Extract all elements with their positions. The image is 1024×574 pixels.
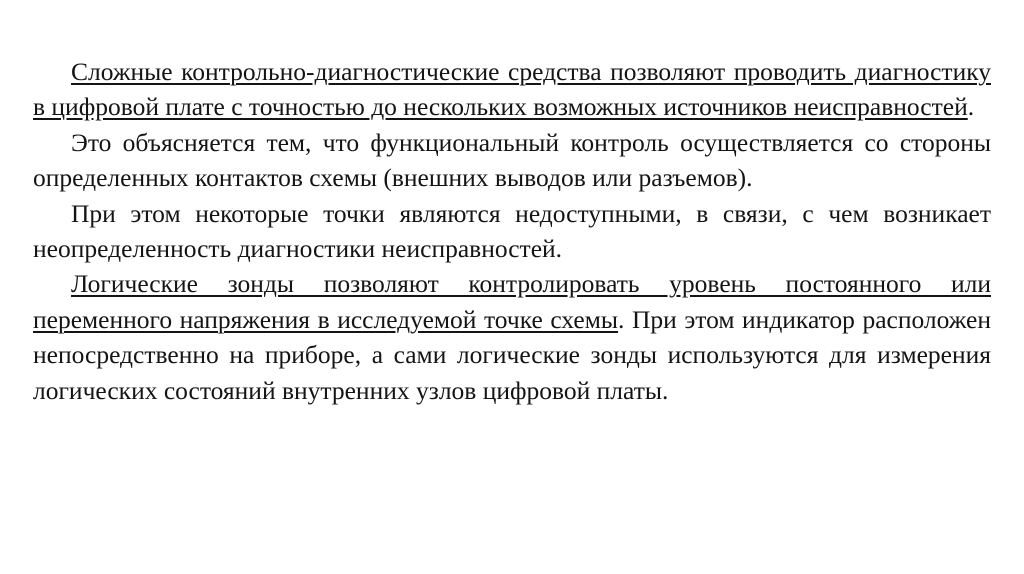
paragraph-3: [33, 196, 991, 267]
paragraph-1-rest: .: [967, 92, 975, 122]
paragraph-2: [33, 125, 991, 196]
text-block: [33, 54, 991, 408]
paragraph-4-underlined: Логические зонды позволяют контролировать уровень постоянного или переменного напряжения в исследуемой точке схемы: [33, 269, 991, 334]
paragraph-2-text: Это объясняется тем, что функциональный контроль осуществляется со стороны определенных контактов схемы (внешних выводов или разъемов).: [33, 127, 991, 193]
paragraph-1: [33, 54, 991, 125]
paragraph-4: [33, 266, 991, 408]
paragraph-1-underlined: Сложные контрольно-диагностические средства позволяют проводить диагностику в цифровой плате с точностью до нескольких возможных источников неисправностей: [33, 57, 991, 122]
paragraph-4-rest: . При этом индикатор расположен непосредственно на приборе, а сами логические зонды используются для измерения логических состояний внутренних узлов цифровой платы.: [33, 304, 991, 405]
paragraph-3-text: При этом некоторые точки являются недоступными, в связи, с чем возникает неопределенность диагностики неисправностей.: [33, 198, 991, 264]
